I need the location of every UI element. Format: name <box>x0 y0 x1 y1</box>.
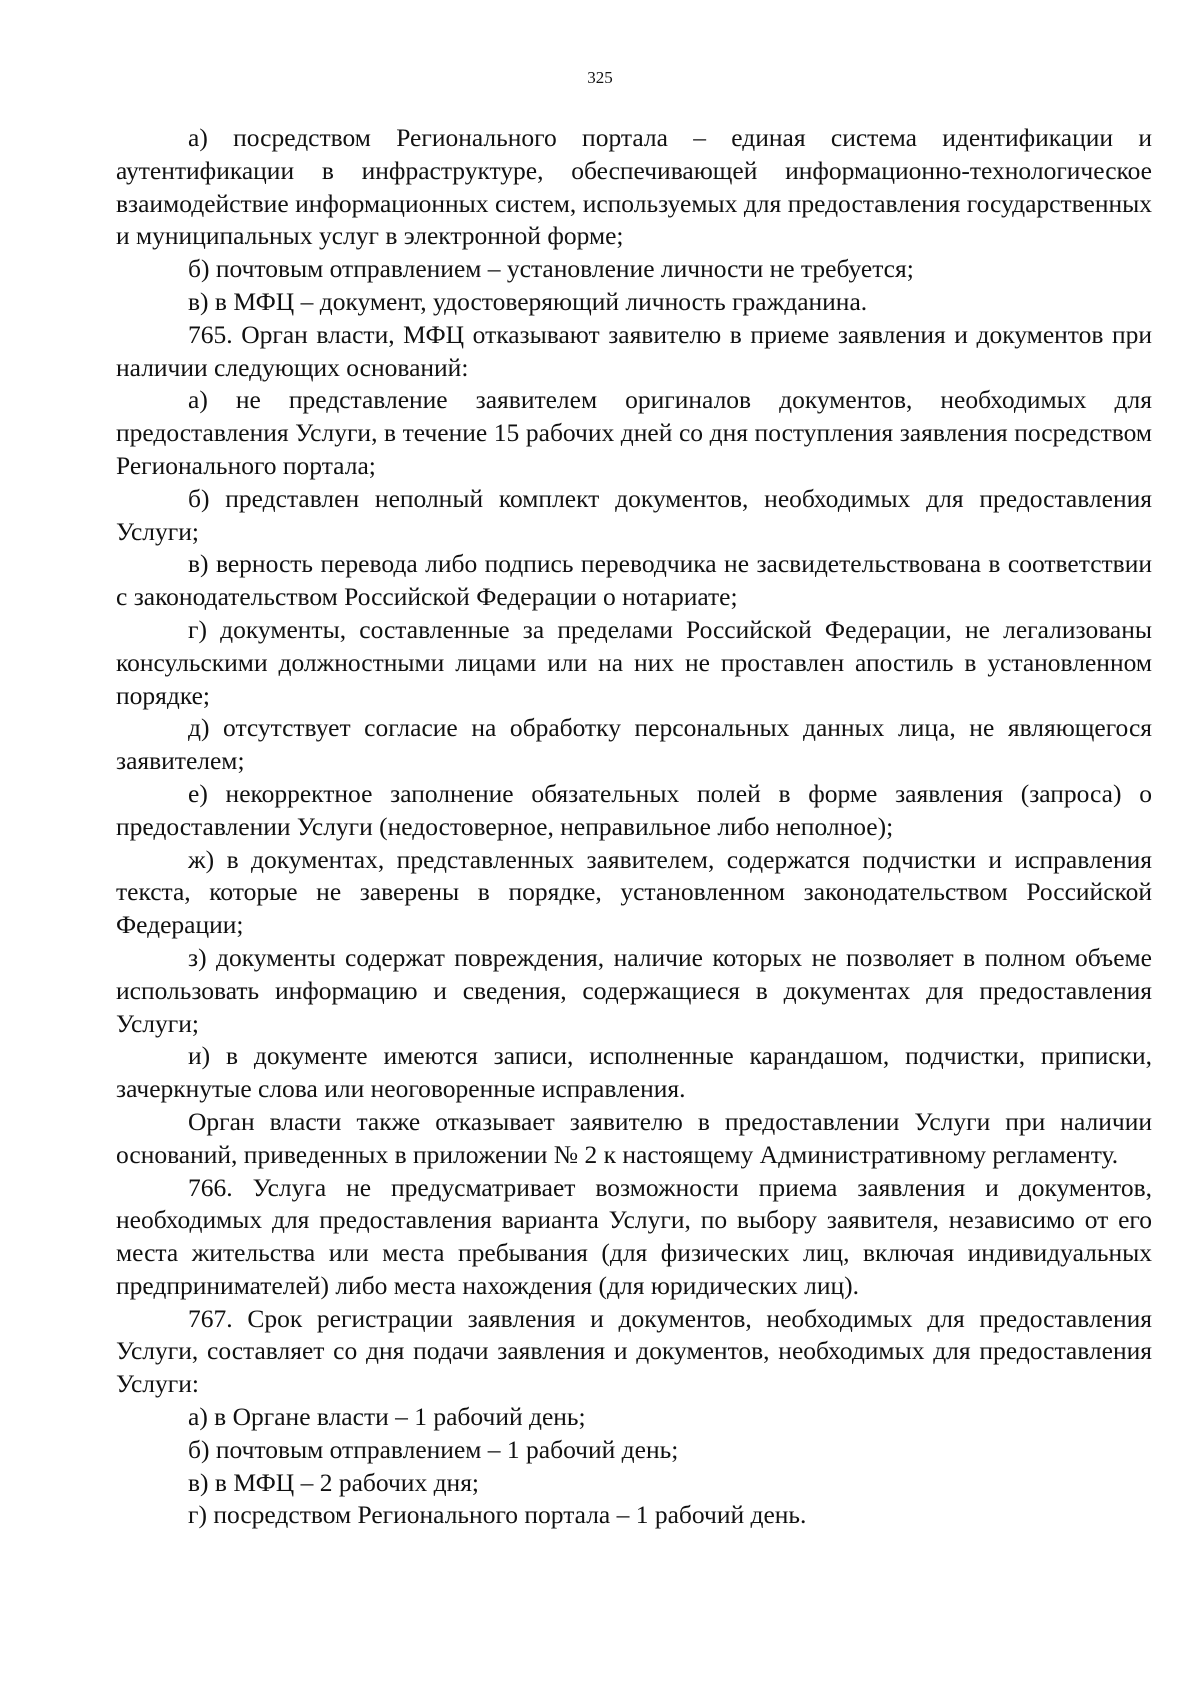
list-item-765-d: д) отсутствует согласие на обработку персональных данных лица, не являющегося заявителем; <box>116 713 1152 776</box>
list-item-767-g: г) посредством Регионального портала – 1 рабочий день. <box>188 1500 807 1530</box>
paragraph-767: 767. Срок регистрации заявления и документов, необходимых для предоставления Услуги, составляет со дня подачи заявления и документов, необходимых для предоставления Услуги: <box>116 1303 1152 1399</box>
list-item-767-b: б) почтовым отправлением – 1 рабочий день; <box>188 1434 679 1464</box>
paragraph-765-refusal: Орган власти также отказывает заявителю в предоставлении Услуги при наличии оснований, приведенных в приложении № 2 к настоящему Административному регламенту. <box>116 1106 1152 1169</box>
list-item-767-a: а) в Органе власти – 1 рабочий день; <box>188 1402 586 1432</box>
list-item-765-b: б) представлен неполный комплект документов, необходимых для предоставления Услуги; <box>116 483 1152 546</box>
paragraph-identification-mail: б) почтовым отправлением – установление личности не требуется; <box>188 254 914 284</box>
list-item-767-v: в) в МФЦ – 2 рабочих дня; <box>188 1467 480 1497</box>
paragraph-765: 765. Орган власти, МФЦ отказывают заявителю в приеме заявления и документов при наличии следующих оснований: <box>116 319 1152 382</box>
paragraph-identification-mfc: в) в МФЦ – документ, удостоверяющий личность гражданина. <box>188 286 868 316</box>
paragraph-766: 766. Услуга не предусматривает возможности приема заявления и документов, необходимых для предоставления варианта Услуги, по выбору заявителя, независимо от его места жительства или места пребывания (для физических лиц, включая индивидуальных предпринимателей) либо места нахождения (для юридических лиц). <box>116 1172 1152 1300</box>
list-item-765-g: г) документы, составленные за пределами Российской Федерации, не легализованы консульскими должностными лицами или на них не проставлен апостиль в установленном порядке; <box>116 614 1152 710</box>
list-item-765-e: е) некорректное заполнение обязательных полей в форме заявления (запроса) о предоставлении Услуги (недостоверное, неправильное либо неполное); <box>116 778 1152 841</box>
list-item-765-zh: ж) в документах, представленных заявителем, содержатся подчистки и исправления текста, которые не заверены в порядке, установленном законодательством Российской Федерации; <box>116 844 1152 940</box>
page-number: 325 <box>587 68 613 87</box>
list-item-765-v: в) верность перевода либо подпись переводчика не засвидетельствована в соответствии с законодательством Российской Федерации о нотариате; <box>116 549 1152 612</box>
list-item-765-i: и) в документе имеются записи, исполненные карандашом, подчистки, приписки, зачеркнутые слова или неоговоренные исправления. <box>116 1041 1152 1104</box>
list-item-765-a: а) не представление заявителем оригиналов документов, необходимых для предоставления Услуги, в течение 15 рабочих дней со дня поступления заявления посредством Регионального портала; <box>116 385 1152 480</box>
list-item-765-z: з) документы содержат повреждения, наличие которых не позволяет в полном объеме использовать информацию и сведения, содержащиеся в документах для предоставления Услуги; <box>116 942 1152 1038</box>
document-body <box>116 122 1152 1532</box>
paragraph-identification-portal: а) посредством Регионального портала – единая система идентификации и аутентификации в инфраструктуре, обеспечивающей информационно-технологическое взаимодействие информационных систем, используемых для предоставления государственных и муниципальных услуг в электронной форме; <box>116 123 1152 251</box>
